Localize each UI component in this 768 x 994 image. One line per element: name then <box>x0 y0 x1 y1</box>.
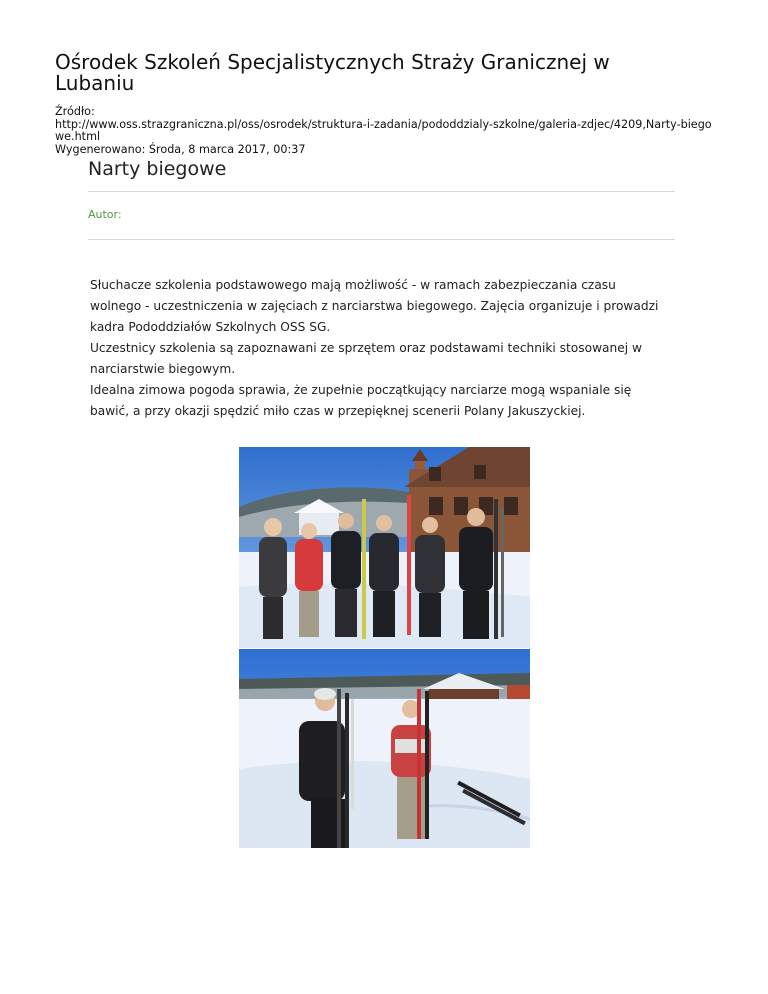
photo-pair-image <box>239 649 530 848</box>
divider <box>88 191 675 192</box>
photo-group-image <box>239 447 530 648</box>
divider <box>88 239 675 240</box>
document-meta <box>55 106 715 156</box>
gallery-photo-pair[interactable] <box>239 649 530 848</box>
article-paragraph: Uczestnicy szkolenia są zapoznawani ze sprzętem oraz podstawami techniki stosowanej w narciarstwie biegowym. <box>90 341 642 376</box>
author-label: Autor: <box>88 208 122 221</box>
article-paragraph: Słuchacze szkolenia podstawowego mają możliwość - w ramach zabezpieczania czasu wolnego - uczestniczenia w zajęciach z narciarstwa biegowego. Zajęcia organizuje i prowadzi kadra Pododdziałów Szkolnych OSS SG. <box>90 278 659 334</box>
gallery-photo-group[interactable] <box>239 447 530 648</box>
generated-date: Wygenerowano: Środa, 8 marca 2017, 00:37 <box>55 142 306 156</box>
article-title: Narty biegowe <box>88 158 227 180</box>
article-paragraph: Idealna zimowa pogoda sprawia, że zupełnie początkujący narciarze mogą wspaniale się bawić, a przy okazji spędzić miło czas w przepięknej scenerii Polany Jakuszyckiej. <box>90 383 632 418</box>
source-url[interactable]: http://www.oss.strazgraniczna.pl/oss/osrodek/struktura-i-zadania/pododdzialy-szkolne/galeria-zdjec/4209,Narty-biegowe.html <box>55 117 712 143</box>
source-label: Źródło: <box>55 105 95 118</box>
site-title: Ośrodek Szkoleń Specjalistycznych Straży Granicznej w Lubaniu <box>55 50 610 95</box>
article-body <box>90 275 670 422</box>
